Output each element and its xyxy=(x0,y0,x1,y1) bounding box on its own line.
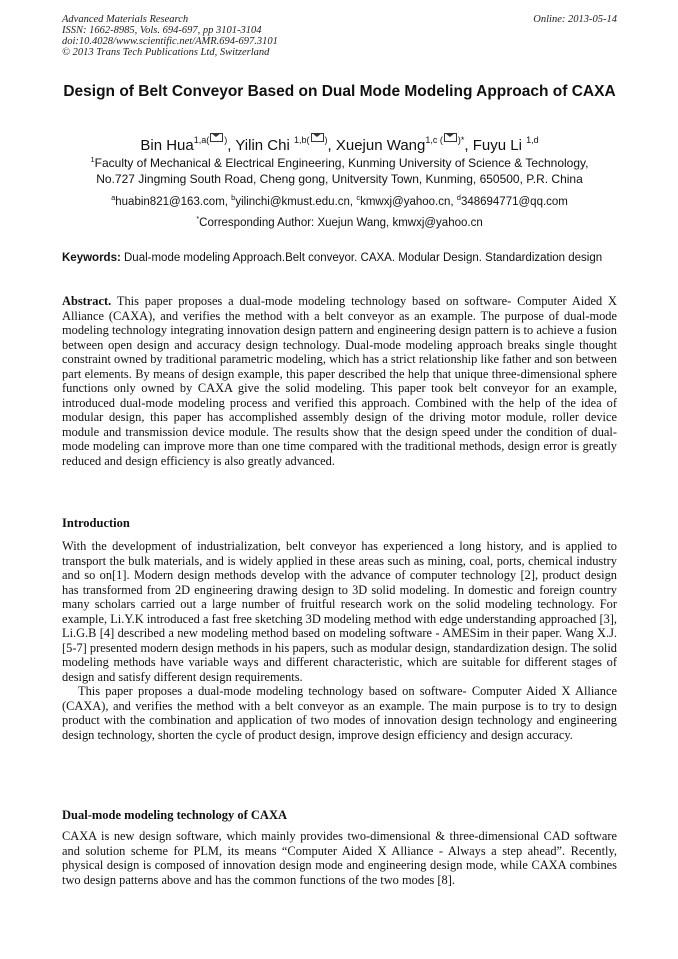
envelope-icon xyxy=(210,133,223,142)
affiliation-line-2: No.727 Jingming South Road, Cheng gong, Unitversity Town, Kunming, 650500, P.R. China xyxy=(96,171,583,186)
online-date: Online: 2013-05-14 xyxy=(533,14,617,25)
email-link[interactable]: kmwxj@yahoo.cn, xyxy=(360,196,457,208)
introduction-body xyxy=(62,539,617,742)
section-heading-dual-mode: Dual-mode modeling technology of CAXA xyxy=(62,808,287,822)
email-link[interactable]: 348694771@qq.com xyxy=(460,196,568,208)
corresponding-author: *Corresponding Author: Xuejun Wang, kmwxj@yahoo.cn xyxy=(196,214,483,229)
doi-line: doi:10.4028/www.scientific.net/AMR.694-697.3101 xyxy=(62,36,278,47)
abstract-label: Abstract. xyxy=(62,294,112,308)
author-superscript: 1,c xyxy=(425,135,440,145)
author-name: Bin Hua xyxy=(140,137,194,154)
paragraph: With the development of industrialization, belt conveyor has experienced a long history, and is applied to transport the bulk materials, and is widely applied in these areas such as mining, coal, ports, chemical industry and so on[1]. Modern design methods develop with the advance of computer technology [2], product design has transformed from 2D engineering drawing design to 3D solid modeling. In domestic and foreign country many scholars carried out a large number of fruitful research work on the solid modeling technology. For example, Li.Y.K introduced a fast free sketching 3D modeling method with edge understanding approached [3], Li.G.B [4] described a new modeling method based on modeling software - AMESim in their paper. Wang X.J. [5-7] presented modern design methods in his papers, such as modular design, standardization design. The solid modeling methods have variable ways and different characteristic, which are suitable for different stages of design and satisfy different design requirements. xyxy=(62,539,617,684)
author-name: Xuejun Wang xyxy=(335,137,426,154)
abstract xyxy=(62,294,617,468)
email-link[interactable]: yilinchi@kmust.edu.cn, xyxy=(235,196,357,208)
paper-title: Design of Belt Conveyor Based on Dual Mode Modeling Approach of CAXA xyxy=(63,83,616,100)
dual-mode-body xyxy=(62,829,617,887)
keywords-text: Dual-mode modeling Approach.Belt conveyor. CAXA. Modular Design. Standardization design xyxy=(120,252,603,264)
copyright-line: © 2013 Trans Tech Publications Ltd, Switzerland xyxy=(62,47,270,58)
journal-name: Advanced Materials Research xyxy=(62,14,189,25)
envelope-icon xyxy=(444,133,457,142)
email-list: $^a$huabin821@163.com, $^b$yilinchi@kmust.edu.cn, $^c$kmwxj@yahoo.cn, $^d$348694771@qq.com xyxy=(111,193,568,208)
author-superscript: 1,d xyxy=(526,135,539,145)
paragraph: This paper proposes a dual-mode modeling technology based on software- Computer Aided X Alliance (CAXA), and verifies the method with a belt conveyor as an example. The main purpose is to try to design product with the combination and application of two modes of innovation design technology and engineering design technology, shorten the cycle of product design, improve design efficiency and design accuracy. xyxy=(62,684,617,742)
affiliation-number: 1 xyxy=(90,155,95,164)
affiliation xyxy=(62,156,617,187)
author-superscript: 1,a xyxy=(193,135,207,145)
paragraph: CAXA is new design software, which mainly provides two-dimensional & three-dimensional CAD software and solution scheme for PLM, its means “Computer Aided X Alliance - Always a step ahead”. Recently, physical design is composed of innovation design mode and engineering design mode, while CAXA combines two design patterns above and has the common functions of the two modes [8]. xyxy=(62,829,617,887)
author-name: Fuyu Li xyxy=(472,137,527,154)
journal-header xyxy=(62,14,617,58)
section-heading-introduction: Introduction xyxy=(62,516,130,530)
author-superscript: 1,b xyxy=(293,135,307,145)
envelope-icon xyxy=(311,133,324,142)
keywords xyxy=(62,252,617,266)
issn-line: ISSN: 1662-8985, Vols. 694-697, pp 3101-3104 xyxy=(62,25,262,36)
author-list: Bin Hua$^{1,a( )}$, Yilin Chi $^{1,b( )}$, Xuejun Wang$^{1,c ( )*}$, Fuyu Li $^{1,d}$ xyxy=(140,135,539,154)
author-name: Yilin Chi xyxy=(235,137,294,154)
affiliation-line-1: Faculty of Mechanical & Electrical Engineering, Kunming University of Science & Technology, xyxy=(94,156,589,170)
abstract-text: This paper proposes a dual-mode modeling technology based on software- Computer Aided X Alliance (CAXA), and verifies the method with a belt conveyor as an example. The purpose of dual-mode modeling technology integrating innovation design pattern and engineering design pattern is to achieve a fusion between open design and accuracy design technology. Dual-mode modeling approach breaks single thought constraint owned by traditional parametric modeling, which has a strict relationship like father and son between part elements. By means of design example, this paper described the help that unique three-dimensional sphere functions only owned by CAXA give the solid modeling. This paper took belt conveyor for an example, introduced dual-mode modeling process and verified this approach. Combined with the help of the idea of modular design, this paper has accomplished assembly design of the driving motor module, roller device module and transmission device module. The results show that the design speed under the condition of dual-mode modeling can improve more than one time compared with the traditional methods, design error is greatly reduced and design efficiency is also greatly advanced. xyxy=(62,294,617,468)
corresponding-star: * xyxy=(460,135,465,145)
keywords-label: Keywords: xyxy=(62,252,121,264)
email-link[interactable]: huabin821@163.com, xyxy=(115,196,232,208)
